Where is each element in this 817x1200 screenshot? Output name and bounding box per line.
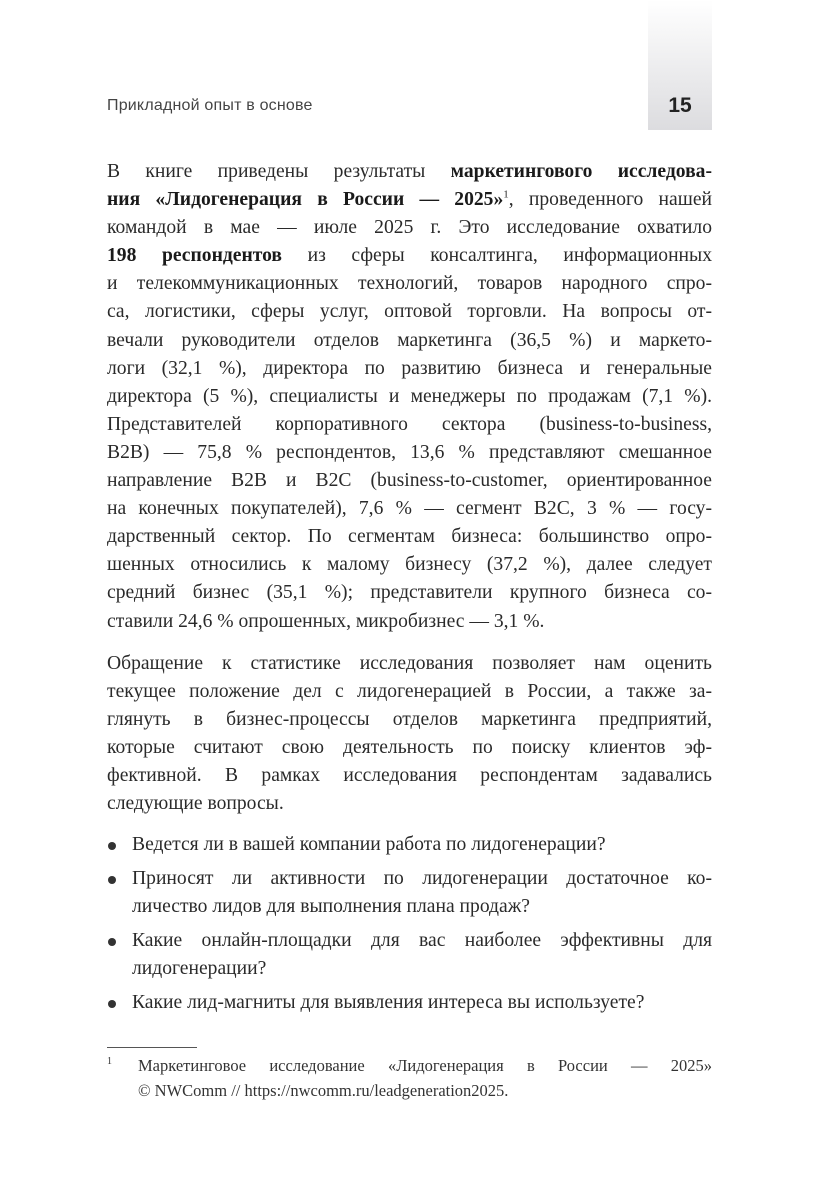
text-line <box>107 734 712 762</box>
text-line <box>107 523 712 551</box>
running-header: Прикладной опыт в основе <box>107 97 313 114</box>
text-segment: са, логистики, сферы услуг, оптовой торговли. На вопросы от- <box>107 301 712 323</box>
question-text: Приносят ли активности по лидогенерации достаточное ко- <box>132 868 712 890</box>
question-text: лидогенерации? <box>132 958 267 980</box>
text-line <box>107 355 712 383</box>
text-line <box>107 678 712 706</box>
text-line <box>107 608 712 636</box>
text-segment: Представителей корпоративного сектора (business-to-business, <box>107 413 712 435</box>
text-line <box>107 579 712 607</box>
question-list <box>107 831 712 1024</box>
question-item <box>107 927 712 983</box>
text-segment: глянуть в бизнес-процессы отделов маркетинга предприятий, <box>107 709 712 731</box>
text-segment: Обращение к статистике исследования позволяет нам оценить <box>107 653 712 674</box>
paragraph-survey-description <box>107 158 712 636</box>
text-segment: фективной. В рамках исследования респондентам задавались <box>107 765 712 787</box>
text-segment: шенных относились к малому бизнесу (37,2 %), далее следует <box>107 554 712 576</box>
footnote-divider <box>107 1047 197 1048</box>
text-segment: В книге приведены результаты <box>107 161 451 182</box>
footnote <box>107 1053 712 1103</box>
bullet-icon <box>108 1000 116 1008</box>
bullet-icon <box>108 842 116 850</box>
text-line <box>107 158 712 186</box>
text-line <box>107 242 712 270</box>
question-item <box>107 831 712 859</box>
text-segment: средний бизнес (35,1 %); представители крупного бизнеса со- <box>107 582 712 604</box>
text-line <box>107 327 712 355</box>
text-line <box>107 762 712 790</box>
text-line <box>107 551 712 579</box>
bold-text: ния «Лидогенерация в России — 2025» <box>107 189 504 211</box>
text-segment: следующие вопросы. <box>107 793 284 815</box>
question-text: Какие онлайн-площадки для вас наиболее эффективны для <box>132 930 712 952</box>
text-segment: командой в мае — июле 2025 г. Это исследование охватило <box>107 217 712 239</box>
text-line <box>107 706 712 734</box>
footnote-line: © NWComm // https://nwcomm.ru/leadgeneration2025. <box>138 1081 509 1100</box>
text-line <box>107 467 712 495</box>
text-segment: текущее положение дел с лидогенерацией в России, а также за- <box>107 681 712 703</box>
bold-text: маркетингового исследова- <box>450 161 712 182</box>
text-segment: , проведенного нашей <box>508 189 713 211</box>
question-item <box>107 865 712 921</box>
question-text: Какие лид-магниты для выявления интереса вы используете? <box>132 992 645 1014</box>
text-line <box>107 214 712 242</box>
bullet-icon <box>108 938 116 946</box>
text-line <box>107 439 712 467</box>
page-number: 15 <box>668 94 692 117</box>
question-text: личество лидов для выполнения плана продаж? <box>132 896 530 918</box>
text-segment: дарственный сектор. По сегментам бизнеса: большинство опро- <box>107 526 712 548</box>
text-segment: направление B2B и B2C (business-to-customer, ориентированное <box>107 470 712 492</box>
text-line <box>107 495 712 523</box>
text-line <box>107 411 712 439</box>
text-segment: и телекоммуникационных технологий, товаров народного спро- <box>107 273 712 295</box>
text-line <box>107 383 712 411</box>
text-line <box>107 790 712 818</box>
question-item <box>107 989 712 1017</box>
text-segment: которые считают свою деятельность по поиску клиентов эф- <box>107 737 712 759</box>
text-segment: из сферы консалтинга, информационных <box>282 245 712 267</box>
text-segment: ставили 24,6 % опрошенных, микробизнес — 3,1 %. <box>107 610 545 632</box>
footnote-line: Маркетинговое исследование «Лидогенерация в России — 2025» <box>138 1056 712 1075</box>
text-line <box>107 270 712 298</box>
text-segment: логи (32,1 %), директора по развитию бизнеса и генеральные <box>107 357 712 379</box>
page-number-tab <box>648 0 712 130</box>
text-line <box>107 650 712 678</box>
text-segment: на конечных покупателей), 7,6 % — сегмент B2C, 3 % — госу- <box>107 498 712 520</box>
question-text: Ведется ли в вашей компании работа по лидогенерации? <box>132 834 606 855</box>
bold-text: 198 респондентов <box>107 245 283 267</box>
footnote-reference: 1 <box>503 188 509 201</box>
bullet-icon <box>108 876 116 884</box>
text-line <box>107 186 712 214</box>
text-segment: вечали руководители отделов маркетинга (36,5 %) и маркето- <box>107 329 712 351</box>
text-segment: директора (5 %), специалисты и менеджеры по продажам (7,1 %). <box>107 385 712 407</box>
text-line <box>107 298 712 326</box>
text-segment: B2B) — 75,8 % респондентов, 13,6 % представляют смешанное <box>107 441 712 463</box>
footnote-mark: 1 <box>107 1056 112 1067</box>
paragraph-survey-purpose <box>107 650 712 819</box>
